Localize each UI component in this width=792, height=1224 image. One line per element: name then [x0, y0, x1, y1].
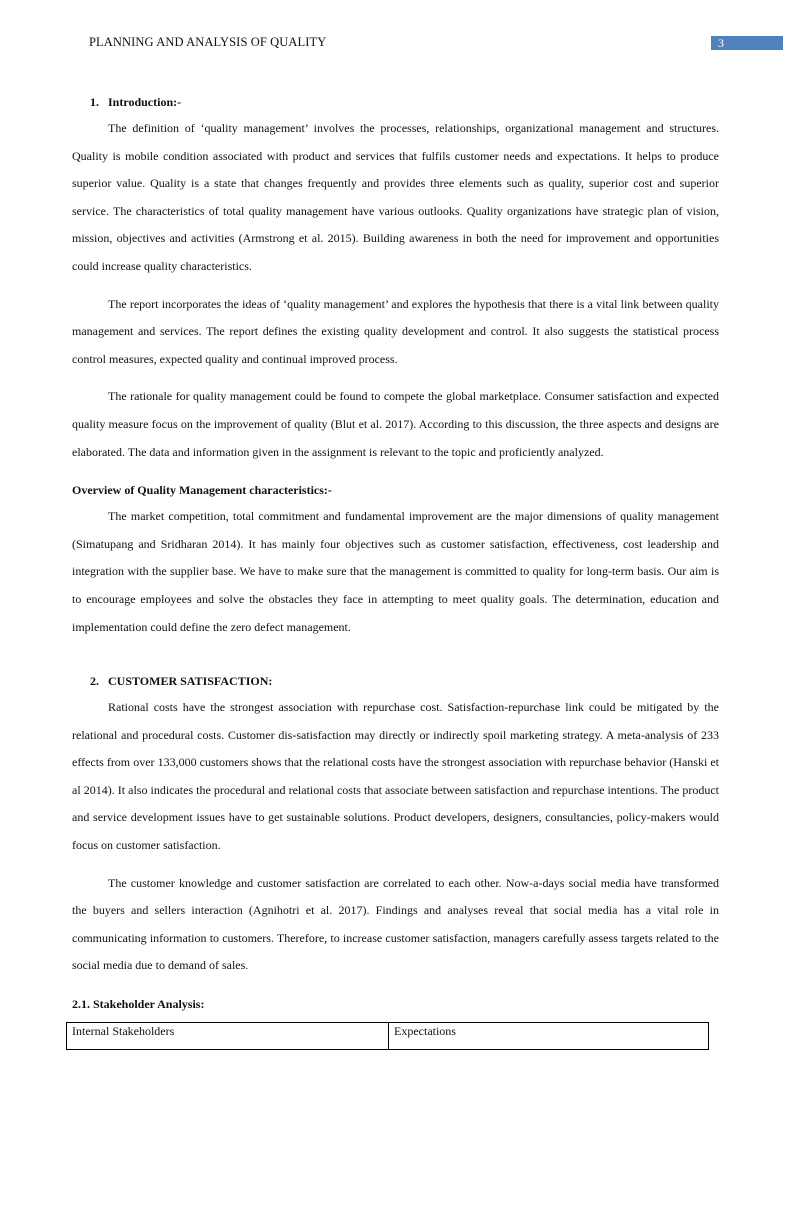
- overview-paragraph: The market competition, total commitment and fundamental improvement are the major dimensions of quality management (Simatupang and Sridharan 2014). It has mainly four objectives such as customer satisfaction, effectiveness, cost leadership and integration with the supplier base. We have to make sure that the management is committed to quality for long-term basis. Our aim is to encourage employees and solve the obstacles they face in attempting to meet quality goals. The determination, education and implementation could define the zero defect management.: [72, 509, 719, 634]
- stakeholder-table: [66, 1022, 709, 1050]
- customer-paragraph-2: The customer knowledge and customer satisfaction are correlated to each other. Now-a-days social media have transformed the buyers and sellers interaction (Agnihotri et al. 2017). Findings and analyses reveal that social media has a vital role in communicating information to customers. Therefore, to increase customer satisfaction, managers carefully assess targets related to the social media due to demand of sales.: [72, 875, 719, 973]
- section-1-title: Introduction:-: [108, 95, 182, 109]
- stakeholder-heading: 2.1. Stakeholder Analysis:: [72, 997, 205, 1012]
- table-row: [67, 1023, 709, 1050]
- page-number-badge: 3: [711, 36, 783, 50]
- overview-heading: Overview of Quality Management characteristics:-: [72, 483, 332, 498]
- section-2-title: CUSTOMER SATISFACTION:: [108, 674, 273, 689]
- section-1-heading: [72, 92, 719, 112]
- table-header-internal-stakeholders: Internal Stakeholders: [67, 1023, 389, 1050]
- running-header-title: PLANNING AND ANALYSIS OF QUALITY: [89, 35, 327, 49]
- document-body: [72, 92, 719, 1050]
- customer-paragraph-1: Rational costs have the strongest association with repurchase cost. Satisfaction-repurchase link could be mitigated by the relational and procedural costs. Customer dis-satisfaction may directly or indirectly spoil marketing strategy. A meta-analysis of 233 effects from over 133,000 customers shows that the relational costs have the strongest association with repurchase behavior (Hanski et al 2014). It also indicates the procedural and relational costs that associate between satisfaction and repurchase intentions. The product and service development issues have to get sustainable solutions. Product developers, designers, consultancies, policy-makers would focus on customer satisfaction.: [72, 700, 719, 853]
- section-2-heading: [72, 671, 719, 691]
- intro-paragraph-1: The definition of ‘quality management’ involves the processes, relationships, organizational management and structures. Quality is mobile condition associated with product and services that fulfils customer needs and expectations. It helps to produce superior value. Quality is a state that changes frequently and provides three elements such as quality, superior cost and superior service. The characteristics of total quality management have various outlooks. Quality organizations have strategic plan of vision, mission, objectives and activities (Armstrong et al. 2015). Building awareness in both the need for improvement and opportunities could increase quality characteristics.: [72, 121, 719, 273]
- section-1-number: 1.: [90, 95, 99, 109]
- table-header-expectations: Expectations: [389, 1023, 709, 1050]
- intro-paragraph-3: The rationale for quality management could be found to compete the global marketplace. Consumer satisfaction and expected quality measure focus on the improvement of quality (Blut et al. 2017). According to this discussion, the three aspects and designs are elaborated. The data and information given in the assignment is relevant to the topic and proficiently analyzed.: [72, 389, 719, 459]
- section-2-number: 2.: [90, 674, 99, 689]
- intro-paragraph-2: The report incorporates the ideas of ‘quality management’ and explores the hypothesis that there is a vital link between quality management and services. The report defines the existing quality development and control. It also suggests the statistical process control measures, expected quality and continual improved process.: [72, 296, 719, 366]
